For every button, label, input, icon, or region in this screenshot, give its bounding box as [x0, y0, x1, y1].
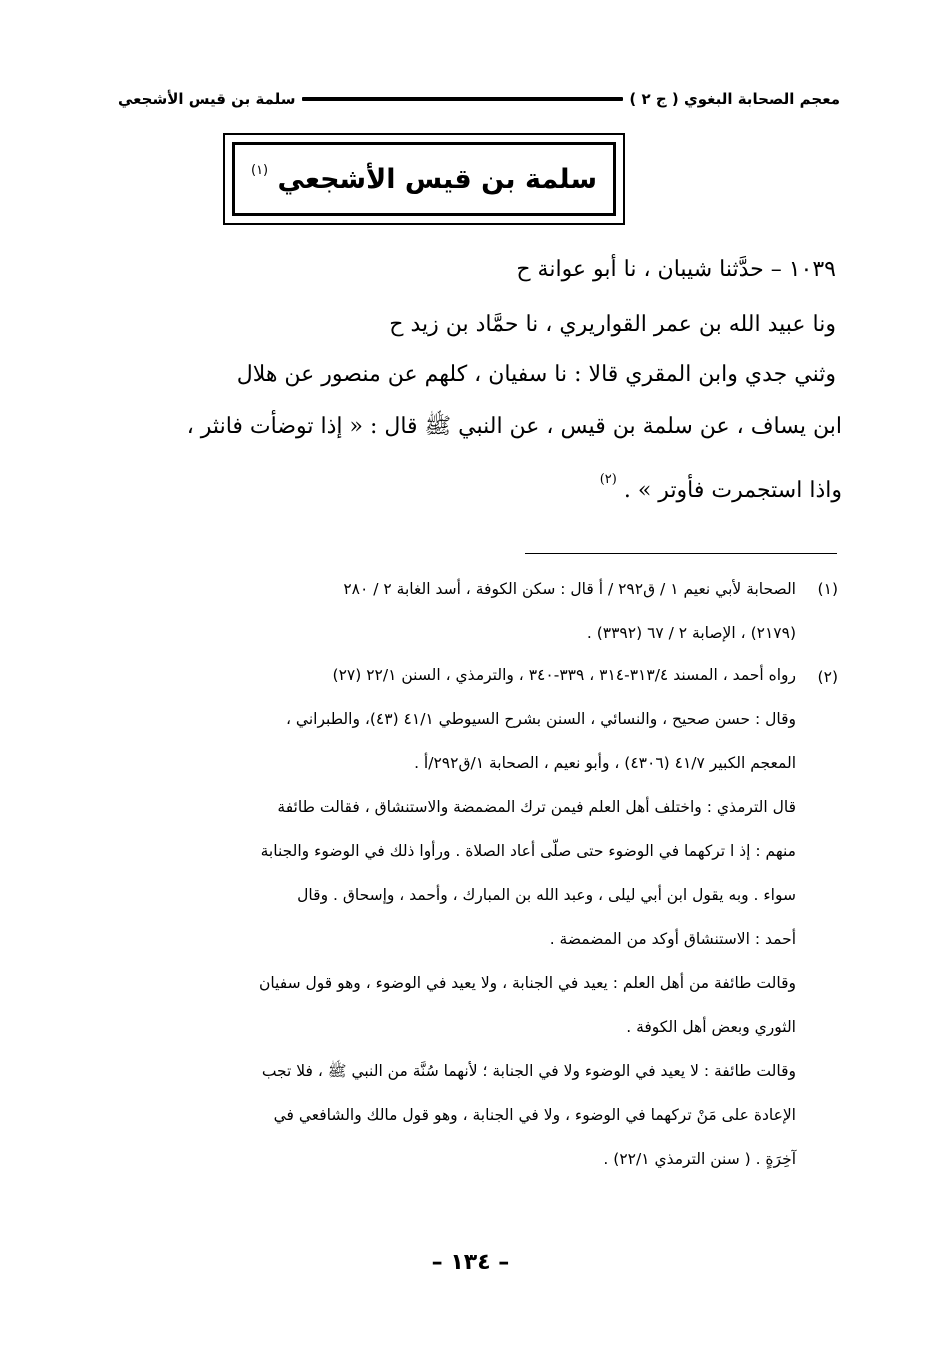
page-number: – ١٣٤ –: [431, 1250, 510, 1275]
footnote-line: قال الترمذي : واختلف أهل العلم فيمن ترك المضمضة والاستنشاق ، فقالت طائفة: [277, 798, 796, 816]
footnote-line: الثوري وبعض أهل الكوفة .: [626, 1018, 796, 1036]
footnote-line: منهم : إذ ا تركهما في الوضوء حتى صلّى أعاد الصلاة . ورأوا ذلك في الوضوء والجنابة: [260, 842, 796, 860]
hadith-line-text: واذا استجمرت فأوتر » .: [623, 478, 842, 503]
footnote-separator: [525, 553, 837, 554]
hadith-line: ونا عبيد الله بن عمر القواريري ، نا حمَّاد بن زيد ح: [389, 312, 836, 337]
footnote-line: الصحابة لأبي نعيم ١ / ق٢٩٢ / أ قال : سكن الكوفة ، أسد الغابة ٢ / ٢٨٠: [343, 580, 796, 598]
section-title-text: سلمة بن قيس الأشجعي: [277, 164, 598, 195]
section-title: [251, 163, 597, 195]
footnote-line: آخِرَةٍ . ( سنن الترمذي ٢٢/١) .: [603, 1150, 796, 1168]
footnote-line: سواء . وبه يقول ابن أبي ليلى ، وعبد الله بن المبارك ، وأحمد ، وإسحاق . وقال: [297, 886, 796, 904]
hadith-line: ابن يساف ، عن سلمة بن قيس ، عن النبي ﷺ قال : « إذا توضأت فانثر ،: [186, 414, 842, 439]
footnote-line: (٢١٧٩) ، الإصابة ٢ / ٦٧ (٣٣٩٢) .: [586, 624, 796, 642]
footnote-line: وقالت طائفة من أهل العلم : يعيد في الجنابة ، ولا يعيد في الوضوء ، وهو قول سفيان: [258, 974, 796, 992]
header-rule: [302, 97, 624, 101]
footnote-number: (١): [817, 580, 838, 598]
footnote-line: الإعادة على مَنْ تركهما في الوضوء ، ولا في الجنابة ، وهو قول مالك والشافعي في: [273, 1106, 796, 1124]
title-frame: [223, 133, 625, 225]
footnote-line: وقالت طائفة : لا يعيد في الوضوء ولا في الجنابة ؛ لأنهما سُنَّة من النبي ﷺ ، فلا تجب: [261, 1062, 796, 1080]
footnote-line: أحمد : الاستنشاق أوكد من المضمضة .: [549, 930, 796, 948]
hadith-line-last: [600, 465, 842, 506]
footnote-line: رواه أحمد ، المسند ٣١٣/٤-٣١٤ ، ٣٣٩-٣٤٠ ، والترمذي ، السنن ٢٢/١ (٢٧): [332, 666, 796, 684]
footnote-number: (٢): [817, 668, 838, 686]
book-title: معجم الصحابة البغوي ( ج ٢ ): [629, 90, 840, 108]
title-footnote-ref: (١): [250, 163, 269, 178]
running-header: [118, 86, 840, 112]
hadith-line: ١٠٣٩ – حدَّثنا شيبان ، نا أبو عوانة ح: [516, 257, 836, 282]
footnote-line: المعجم الكبير ٤١/٧ (٤٣٠٦) ، وأبو نعيم ، الصحابة ١/ق٢٩٢/أ .: [414, 754, 796, 772]
title-frame-inner: [232, 142, 616, 216]
hadith-line: وثني جدي وابن المقري قالا : نا سفيان ، كلهم عن منصور عن هلال: [236, 362, 836, 387]
chapter-title: سلمة بن قيس الأشجعي: [118, 90, 296, 108]
body-footnote-ref: (٢): [599, 472, 617, 487]
footnote-line: وقال : حسن صحيح ، والنسائي ، السنن بشرح السيوطي ٤١/١ (٤٣)، والطبراني ،: [286, 710, 796, 728]
